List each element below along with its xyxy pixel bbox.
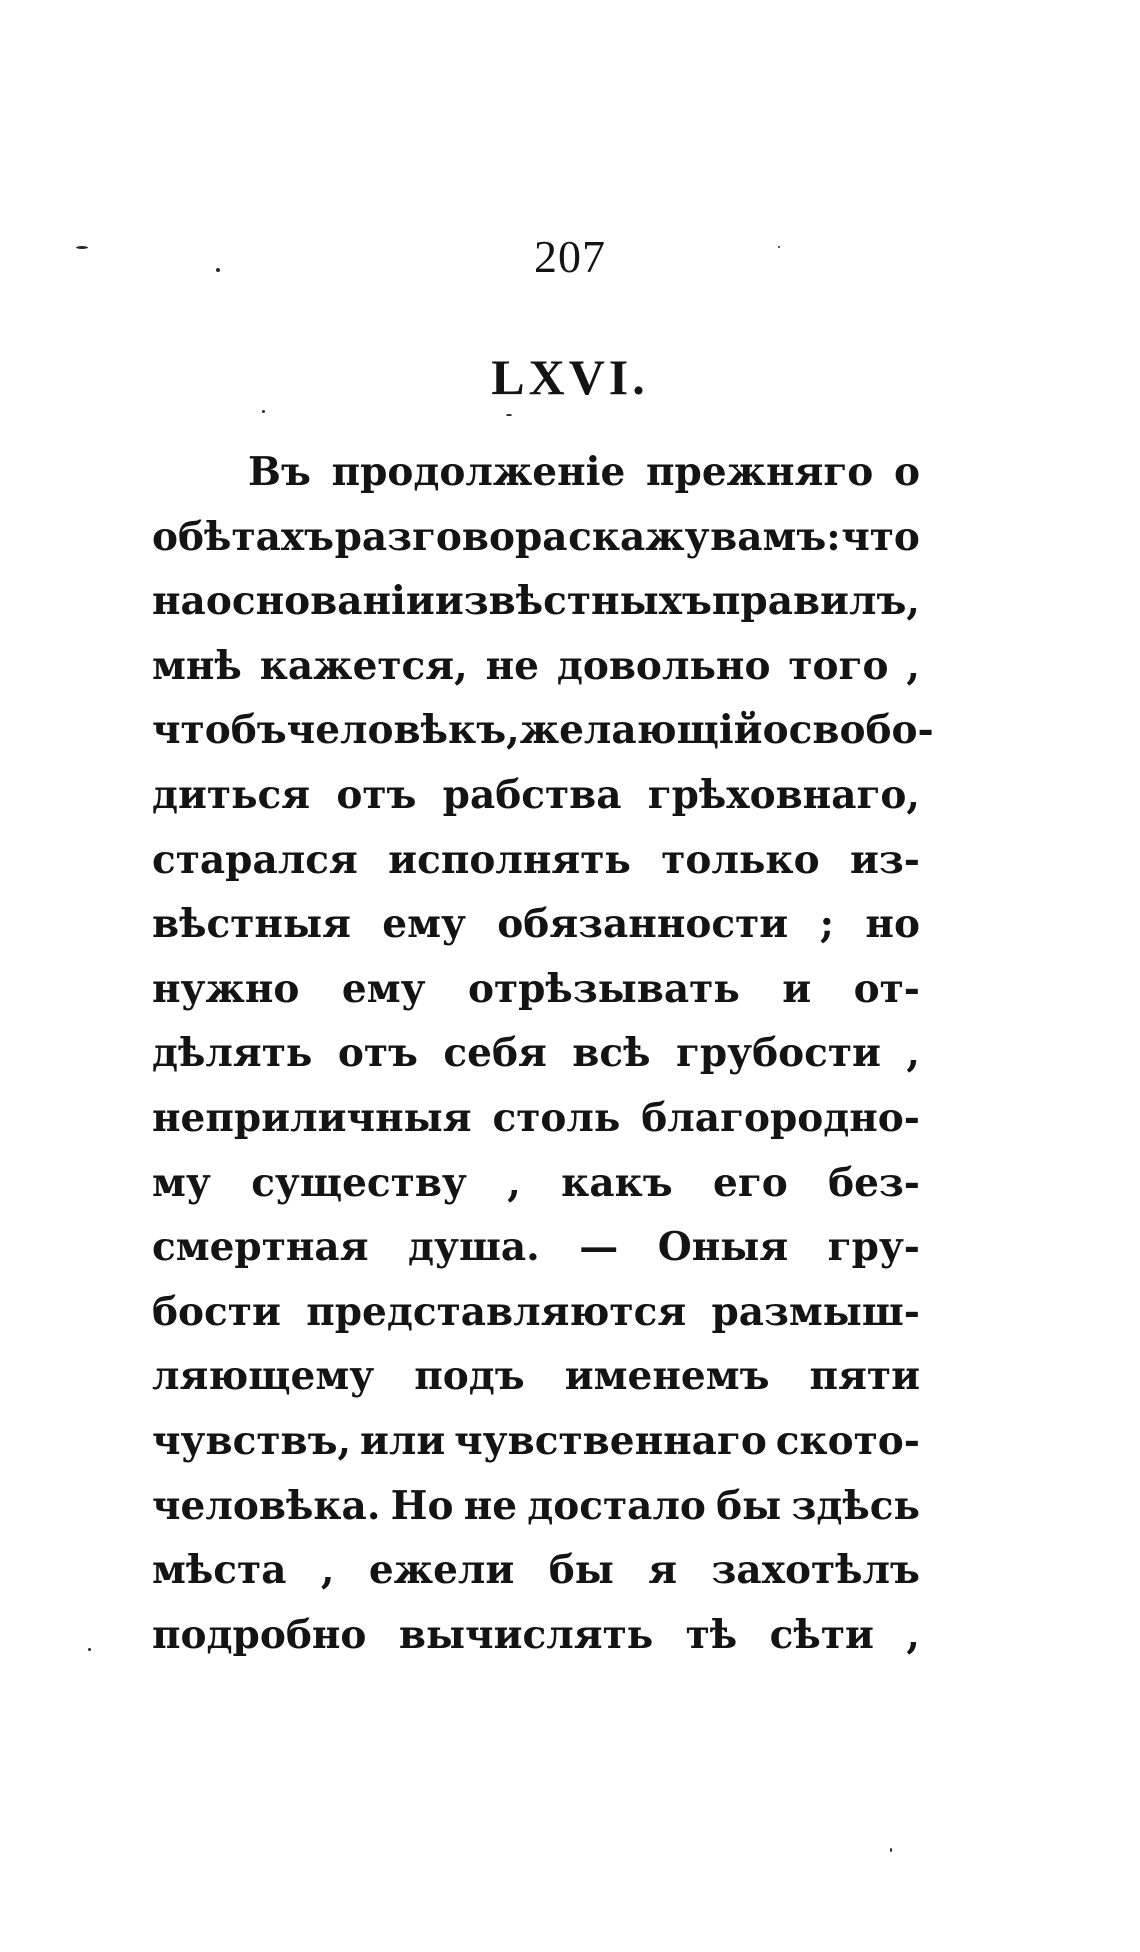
word: достало — [527, 1482, 706, 1529]
word: всѣ — [572, 1030, 651, 1077]
word: здѣсь — [791, 1482, 920, 1529]
page-number: 207 — [534, 231, 606, 282]
word: подробно — [152, 1611, 367, 1658]
word: о — [893, 449, 920, 495]
word: его — [713, 1159, 788, 1206]
word: основаніи — [205, 578, 435, 625]
word: — — [579, 1224, 619, 1271]
word: желающій — [519, 707, 763, 754]
word: чувствъ, — [152, 1417, 352, 1464]
scan-speck — [262, 410, 265, 413]
word: и — [782, 965, 812, 1012]
text-line — [152, 569, 920, 634]
word: человѣка. — [152, 1482, 381, 1529]
word: существу — [251, 1159, 467, 1206]
scan-speck — [88, 1648, 91, 1651]
word: я — [648, 1547, 678, 1594]
word: грѣховнаго, — [647, 771, 920, 818]
word: сѣти — [769, 1611, 874, 1658]
word: отъ — [337, 1030, 418, 1077]
word: грубости — [675, 1030, 881, 1077]
word: освобо- — [762, 707, 934, 754]
word: , — [320, 1547, 335, 1594]
word: довольно — [556, 642, 771, 689]
word: душа. — [408, 1224, 540, 1271]
word: , — [906, 1611, 920, 1658]
word: но — [865, 901, 920, 948]
word: Оныя — [657, 1224, 789, 1271]
word: скажу — [568, 513, 710, 560]
word: не — [463, 1482, 518, 1529]
word: именемъ — [564, 1353, 770, 1400]
scan-speck — [76, 246, 88, 249]
word: без- — [828, 1159, 920, 1206]
text-line — [152, 763, 920, 828]
word: продолженіе — [331, 449, 626, 495]
word: благородно- — [641, 1094, 920, 1141]
word: пяти — [809, 1353, 920, 1400]
word: чтобъ — [152, 707, 287, 754]
word: что — [841, 513, 920, 560]
word: отрѣзывать — [467, 965, 740, 1012]
word: извѣстныхъ — [434, 578, 712, 625]
chapter-numeral: LXVI. — [491, 349, 649, 405]
word: нужно — [152, 965, 300, 1012]
word: обѣтахъ — [152, 513, 335, 560]
word: бы — [548, 1547, 614, 1594]
scan-speck — [216, 268, 220, 272]
text-line — [152, 1086, 920, 1151]
text-line — [152, 1409, 920, 1474]
word: ляющему — [152, 1353, 375, 1400]
word: , — [906, 1030, 920, 1077]
word: вѣстныя — [152, 901, 351, 948]
word: только — [661, 836, 820, 883]
word: правилъ, — [711, 578, 920, 625]
word: не — [485, 642, 539, 689]
word: тѣ — [685, 1611, 738, 1658]
text-line — [152, 957, 920, 1022]
word: му — [152, 1159, 211, 1206]
word: ему — [382, 901, 466, 948]
word: того — [788, 642, 889, 689]
word: размыш- — [711, 1288, 920, 1335]
scan-speck — [778, 246, 780, 248]
word: мѣста — [152, 1547, 287, 1594]
text-line — [152, 1215, 920, 1280]
word: захотѣлъ — [711, 1547, 920, 1594]
word: себя — [443, 1030, 547, 1077]
word: Въ — [248, 449, 311, 495]
text-line — [152, 1474, 920, 1539]
word: бости — [152, 1288, 281, 1335]
text-line — [152, 698, 934, 763]
word: столь — [492, 1094, 621, 1141]
word: ежели — [368, 1547, 515, 1594]
text-line — [152, 634, 920, 699]
word: прежняго — [646, 449, 874, 495]
scan-speck — [890, 1848, 892, 1852]
text-line — [152, 1344, 920, 1409]
text-line — [152, 892, 920, 957]
word: дѣлять — [152, 1030, 313, 1077]
word: ему — [341, 965, 426, 1012]
word: Но — [390, 1482, 454, 1529]
word: , — [906, 642, 920, 689]
word: разговора — [334, 513, 568, 560]
word: из- — [849, 836, 920, 883]
word: бы — [716, 1482, 782, 1529]
text-line — [152, 505, 920, 570]
word: отъ — [336, 771, 417, 818]
word: какъ — [561, 1159, 673, 1206]
word: или — [359, 1417, 446, 1464]
word: подъ — [414, 1353, 525, 1400]
text-line — [152, 1021, 920, 1086]
word: представляются — [306, 1288, 687, 1335]
word: мнѣ — [152, 642, 242, 689]
scan-speck — [506, 414, 512, 416]
word: вычислять — [398, 1611, 654, 1658]
word: исполнять — [388, 836, 631, 883]
word: кажется, — [259, 642, 468, 689]
word: диться — [152, 771, 311, 818]
word: рабства — [442, 771, 622, 818]
text-line — [152, 828, 920, 893]
word: обязанности — [497, 901, 789, 948]
word: вамъ: — [710, 513, 841, 560]
text-line — [152, 440, 920, 505]
text-line — [152, 1603, 920, 1668]
word: от- — [853, 965, 920, 1012]
word: смертная — [152, 1224, 369, 1271]
word: ; — [819, 901, 835, 948]
word: ското- — [775, 1417, 920, 1464]
word: чувственнаго — [454, 1417, 767, 1464]
text-line — [152, 1151, 920, 1216]
word: старался — [152, 836, 358, 883]
body-text — [152, 440, 934, 1667]
word: , — [507, 1159, 521, 1206]
word: неприличныя — [152, 1094, 472, 1141]
word: на — [152, 578, 206, 625]
text-line — [152, 1538, 920, 1603]
text-line — [152, 1280, 920, 1345]
word: человѣкъ, — [286, 707, 520, 754]
word: гру- — [827, 1224, 920, 1271]
